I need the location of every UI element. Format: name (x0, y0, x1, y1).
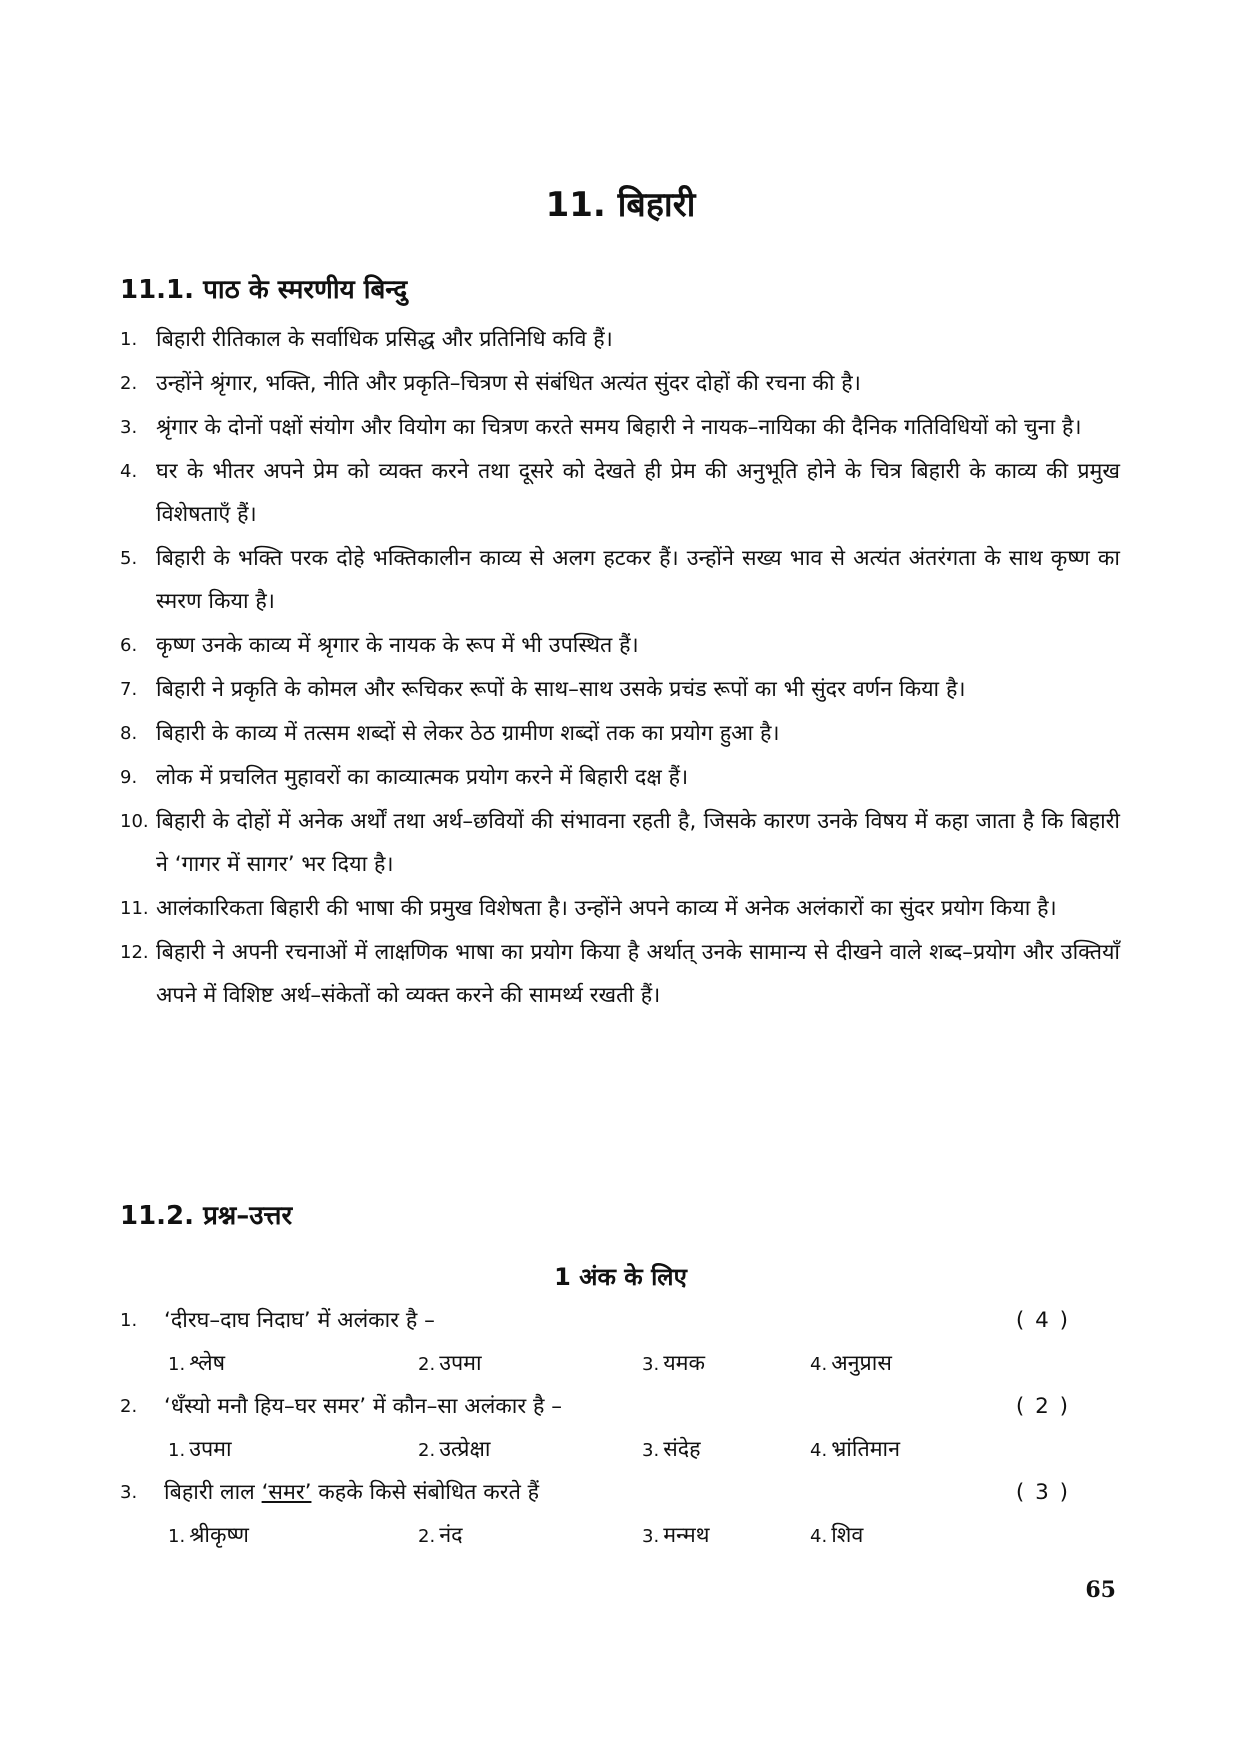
item-number: 3. (120, 417, 138, 438)
list-item (120, 406, 1120, 449)
item-text: आलंकारिकता बिहारी की भाषा की प्रमुख विशेषता है। उन्होंने अपने काव्य में अनेक अलंकारों का सुंदर प्रयोग किया है। (156, 896, 1057, 921)
option-number: 1. (168, 1354, 186, 1375)
question-row (120, 1472, 1080, 1514)
list-item (120, 712, 1120, 755)
option (810, 1514, 863, 1559)
item-text: बिहारी ने प्रकृति के कोमल और रूचिकर रूपों के साथ–साथ उसके प्रचंड रूपों का भी सुंदर वर्णन किया है। (156, 677, 966, 702)
item-number: 5. (120, 548, 138, 569)
option-label: भ्रांतिमान (831, 1437, 901, 1462)
answer-key: ( 2 ) (1015, 1394, 1070, 1419)
question-number: 3. (120, 1482, 138, 1503)
option-number: 4. (810, 1440, 828, 1461)
marks-heading: 1 अंक के लिए (554, 1263, 687, 1291)
option-number: 3. (642, 1440, 660, 1461)
question-text-part: ‘धँस्यो मनौ हिय–घर समर’ में कौन–सा अलंकार है – (164, 1394, 562, 1419)
chapter-title: 11. बिहारी (545, 185, 696, 225)
section-heading-qa: 11.2. प्रश्न–उत्तर (120, 1201, 293, 1231)
option (168, 1342, 225, 1387)
list-item (120, 362, 1120, 405)
item-text: बिहारी के काव्य में तत्सम शब्दों से लेकर ठेठ ग्रामीण शब्दों तक का प्रयोग हुआ है। (156, 721, 780, 746)
section-heading-points: 11.1. पाठ के स्मरणीय बिन्दु (120, 275, 408, 305)
item-text: बिहारी ने अपनी रचनाओं में लाक्षणिक भाषा का प्रयोग किया है अर्थात् उनके सामान्य से दीखने वाले शब्द–प्रयोग और उक्तियाँ अपने में विशिष्ट अर्थ–संकेतों को व्यक्त करने की सामर्थ्य रखती हैं। (156, 940, 1120, 1008)
option-label: शिव (831, 1523, 864, 1548)
question-row (120, 1300, 1080, 1342)
item-text: घर के भीतर अपने प्रेम को व्यक्त करने तथा दूसरे को देखते ही प्रेम की अनुभूति होने के चित्र बिहारी के काव्य की प्रमुख विशेषताएँ हैं। (156, 459, 1120, 527)
item-number: 2. (120, 373, 138, 394)
page-number: 65 (1085, 1577, 1116, 1603)
option (168, 1514, 249, 1559)
option (418, 1514, 463, 1559)
option (418, 1428, 490, 1473)
option (810, 1428, 900, 1473)
option-number: 1. (168, 1440, 186, 1461)
item-text: बिहारी के दोहों में अनेक अर्थों तथा अर्थ–छवियों की संभावना रहती है, जिसके कारण उनके विषय में कहा जाता है कि बिहारी ने ‘गागर में सागर’ भर दिया है। (156, 809, 1120, 877)
option-label: यमक (663, 1351, 706, 1376)
item-text: बिहारी के भक्ति परक दोहे भक्तिकालीन काव्य से अलग हटकर हैं। उन्होंने सख्य भाव से अत्यंत अंतरंगता के साथ कृष्ण का स्मरण किया है। (156, 546, 1120, 614)
question-row (120, 1386, 1080, 1428)
list-item (120, 668, 1120, 711)
item-number: 12. (120, 942, 149, 963)
option-number: 2. (418, 1526, 436, 1547)
item-number: 8. (120, 723, 138, 744)
item-text: कृष्ण उनके काव्य में श्रृगार के नायक के रूप में भी उपस्थित हैं। (156, 633, 639, 658)
item-number: 6. (120, 635, 138, 656)
question-text (164, 1300, 435, 1342)
option (810, 1342, 892, 1387)
option-label: मन्मथ (663, 1523, 710, 1548)
options-row (120, 1428, 1080, 1472)
list-item (120, 450, 1120, 536)
item-number: 11. (120, 898, 149, 919)
option-number: 2. (418, 1354, 436, 1375)
answer-key: ( 4 ) (1015, 1308, 1070, 1333)
list-item (120, 756, 1120, 799)
list-item (120, 624, 1120, 667)
item-number: 9. (120, 767, 138, 788)
item-text: उन्होंने श्रृंगार, भक्ति, नीति और प्रकृति–चित्रण से संबंधित अत्यंत सुंदर दोहों की रचना की है। (156, 371, 861, 396)
option-label: उत्प्रेक्षा (439, 1437, 491, 1462)
option (642, 1428, 701, 1473)
option-number: 2. (418, 1440, 436, 1461)
option-label: उपमा (189, 1437, 232, 1462)
options-row (120, 1342, 1080, 1386)
points-list (120, 318, 1120, 1018)
list-item (120, 537, 1120, 623)
item-number: 4. (120, 461, 138, 482)
answer-key: ( 3 ) (1015, 1480, 1070, 1505)
question-text (164, 1472, 539, 1514)
question-text (164, 1386, 562, 1428)
item-number: 7. (120, 679, 138, 700)
item-text: श्रृंगार के दोनों पक्षों संयोग और वियोग का चित्रण करते समय बिहारी ने नायक–नायिका की दैनिक गतिविधियों को चुना है। (156, 415, 1082, 440)
option (642, 1342, 705, 1387)
question-number: 1. (120, 1310, 138, 1331)
item-number: 10. (120, 811, 149, 832)
list-item (120, 887, 1120, 930)
option-label: उपमा (439, 1351, 482, 1376)
item-text: बिहारी रीतिकाल के सर्वाधिक प्रसिद्ध और प्रतिनिधि कवि हैं। (156, 327, 613, 352)
option-label: संदेह (663, 1437, 701, 1462)
option-number: 4. (810, 1526, 828, 1547)
option (418, 1342, 482, 1387)
question-number: 2. (120, 1396, 138, 1417)
option-label: नंद (439, 1523, 463, 1548)
item-number: 1. (120, 329, 138, 350)
questions-list (120, 1300, 1080, 1558)
list-item (120, 318, 1120, 361)
item-text: लोक में प्रचलित मुहावरों का काव्यात्मक प्रयोग करने में बिहारी दक्ष हैं। (156, 765, 689, 790)
question-text-part: बिहारी लाल (164, 1480, 262, 1505)
option-number: 3. (642, 1354, 660, 1375)
underlined-term: ‘समर’ (261, 1480, 312, 1505)
list-item (120, 931, 1120, 1017)
option (168, 1428, 232, 1473)
option-label: श्रीकृष्ण (189, 1523, 249, 1548)
options-row (120, 1514, 1080, 1558)
option-label: श्लेष (189, 1351, 226, 1376)
question-text-part: ‘दीरघ–दाघ निदाघ’ में अलंकार है – (164, 1308, 435, 1333)
list-item (120, 800, 1120, 886)
option-number: 3. (642, 1526, 660, 1547)
option (642, 1514, 709, 1559)
option-label: अनुप्रास (831, 1351, 892, 1376)
option-number: 1. (168, 1526, 186, 1547)
option-number: 4. (810, 1354, 828, 1375)
question-text-part: कहके किसे संबोधित करते हैं (311, 1480, 540, 1505)
